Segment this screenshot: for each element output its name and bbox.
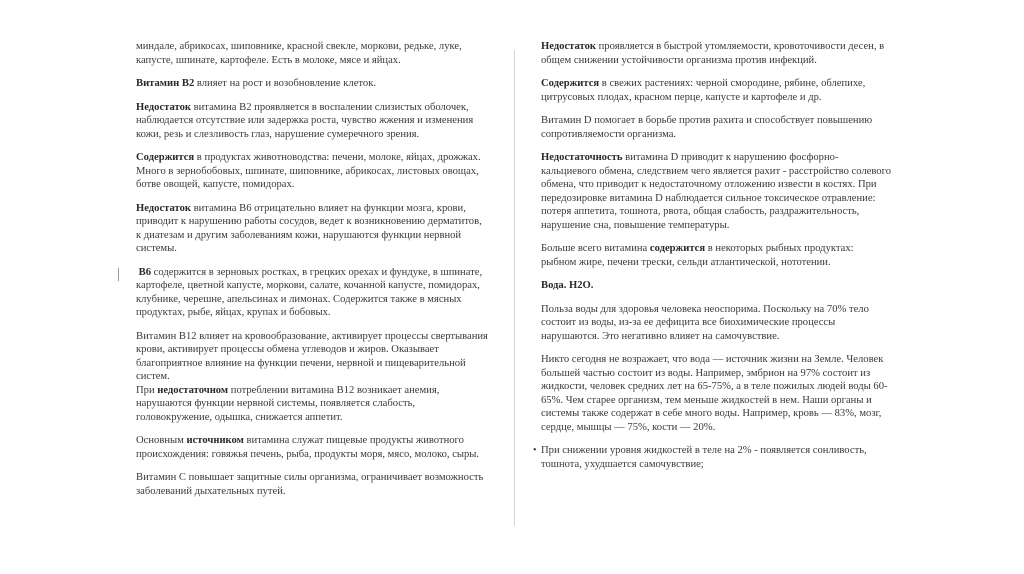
text-cursor-mark: [118, 268, 119, 281]
paragraph-b2-deficiency: [136, 101, 488, 142]
paragraph-text: витамина В2 проявляется в воспалении слизистых оболочек, наблюдается отсутствие или задержка роста, чувство жжения и изменения кожи, резь и слезливость глаз, нарушение сумеречного зрения.: [136, 101, 474, 140]
paragraph-text: миндале, абрикосах, шиповнике, красной свекле, моркови, редьке, луке, капусте, шпинате, картофеле. Есть в молоке, мясе и яйцах.: [136, 41, 462, 66]
bullet-text: При снижении уровня жидкостей в теле на 2% - появляется сонливость, тошнота, ухудшается самочувствие;: [541, 445, 867, 470]
paragraph-text: При: [136, 384, 158, 396]
paragraph-b12-deficiency: [136, 384, 488, 425]
paragraph-b12-role: [136, 330, 488, 384]
paragraph-water-benefit: [541, 303, 891, 344]
paragraph-text: содержится в зерновых ростках, в грецких орехах и фундуке, в шпинате, картофеле, цветной капусте, моркови, салате, кочанной капусте, помидорах, клубнике, черешне, апельсинах и лимонах. Содержится также в мясных продуктах, рыбе, яйцах, крупах и бобовых.: [136, 266, 483, 318]
paragraph-text: витамина В6 отрицательно влияет на функции мозга, крови, приводит к нарушению работы сосудов, ведет к возникновению дерматитов, к диатезам и другим заболеваниям кожи, нарушаются функции нервной системы.: [136, 202, 482, 254]
bullet-item: [533, 444, 891, 471]
term-bold: источником: [186, 435, 244, 446]
paragraph-b2-sources: [136, 151, 488, 192]
paragraph-vitamin-c: [136, 471, 488, 498]
term-bold: Недостаток: [136, 202, 191, 214]
term-bold: Недостаток: [541, 41, 596, 52]
paragraph-b2-role: [136, 77, 488, 91]
paragraph-text: в продуктах животноводства: печени, молоке, яйцах, дрожжах. Много в зернобобовых, шпинате, шиповнике, абрикосах, листовых овощах, ботве овощей, капусте, помидорах.: [136, 152, 481, 190]
paragraph-text: влияет на кровообразование, активирует процессы свертывания крови, активирует процессы обмена углеводов и жиров. Оказывает благоприятное влияние на функции печени, нервной и пищеварительной систем.: [136, 330, 488, 382]
paragraph-text: Никто сегодня не возражает, что вода — источник жизни на Земле. Человек большей частью состоит из воды. Например, эмбрион на 97% состоит из жидкости, человек средних лет на 65-75%, а в теле пожилых людей воды 60-65%. Чем старее организм, тем меньше жидкостей в нем. Наши органы и системы также содержат в себе много воды. Например, кровь — 83%, мозг, сердце, мышцы — 75%, кости — 20%.: [541, 354, 888, 433]
term-plain: Витамин С: [136, 472, 186, 483]
paragraph-b6-deficiency: [136, 202, 488, 256]
paragraph-b6-sources: [136, 266, 488, 320]
right-column: [533, 40, 891, 481]
paragraph-d-deficiency: [541, 151, 891, 232]
paragraph-d-role: [541, 114, 891, 141]
paragraph-text: Больше всего витамина: [541, 243, 650, 254]
term-bold: Содержится: [136, 152, 195, 163]
bullet-dot-icon: •: [533, 445, 537, 456]
term-bold: Недостаток: [136, 101, 191, 113]
paragraph-text: Польза воды для здоровья человека неоспорима. Поскольку на 70% тело состоит из воды, из-за ее дефицита все биохимические процессы нарушаются. Это негативно влияет на самочувствие.: [541, 303, 869, 342]
heading-text: Вода. Н2О.: [541, 280, 594, 291]
paragraph-text: влияет на рост и возобновление клеток.: [194, 78, 377, 89]
term-bold: Содержится: [541, 78, 600, 89]
paragraph-c-sources: [541, 77, 891, 104]
paragraph-text: витамина D приводит к нарушению фосфорно-кальциевого обмена, следствием чего является рахит - расстройство солевого обмена, что приводит к недостаточному отложению извести в костях. При передозировке витамина D наблюдается сильное токсическое отравление: потеря аппетита, тошнота, рвота, общая слабость, раздражительность, нарушение сна, повышение температуры.: [541, 152, 891, 231]
term-bold: В6: [138, 266, 152, 278]
section-heading-water: [541, 279, 891, 293]
column-divider: [514, 50, 515, 526]
paragraph-water-facts: [541, 353, 891, 434]
term-bold: Недостаточность: [541, 152, 623, 163]
paragraph-d-sources: [541, 242, 891, 269]
paragraph-text: помогает в борьбе против рахита и способствует повышению сопротивляемости организма.: [541, 115, 873, 140]
paragraph-text: в свежих растениях: черной смородине, рябине, облепихе, цитрусовых плодах, красном перце, капусте и картофеле и др.: [541, 78, 866, 103]
paragraph-text: повышает защитные силы организма, ограничивает возможность заболеваний дыхательных путей.: [136, 472, 484, 497]
term-plain: Витамин В12: [136, 330, 197, 342]
paragraph-sources-b1: [136, 40, 488, 67]
paragraph-c-deficiency: [541, 40, 891, 67]
term-bold: Витамин В2: [136, 78, 195, 89]
paragraph-text: проявляется в быстрой утомляемости, кровоточивости десен, в общем снижении устойчивости организма против инфекций.: [541, 41, 885, 66]
term-bold: содержится: [649, 243, 706, 254]
term-bold: недостаточном: [157, 384, 229, 396]
paragraph-text: витамина служат пищевые продукты животного происхождения: говяжья печень, рыба, продукты моря, мясо, молоко, сыры.: [136, 435, 480, 460]
paragraph-text: потреблении витамина В12 возникает анемия, нарушаются функции нервной системы, появляется слабость, головокружение, одышка, снижается аппетит.: [136, 384, 440, 423]
left-column: [136, 40, 488, 508]
term-plain: Витамин D: [541, 115, 592, 126]
paragraph-text: Основным: [136, 435, 187, 446]
paragraph-text: в некоторых рыбных продуктах: рыбном жире, печени трески, сельди атлантической, нототении.: [541, 243, 854, 268]
paragraph-b12-sources: [136, 434, 488, 461]
